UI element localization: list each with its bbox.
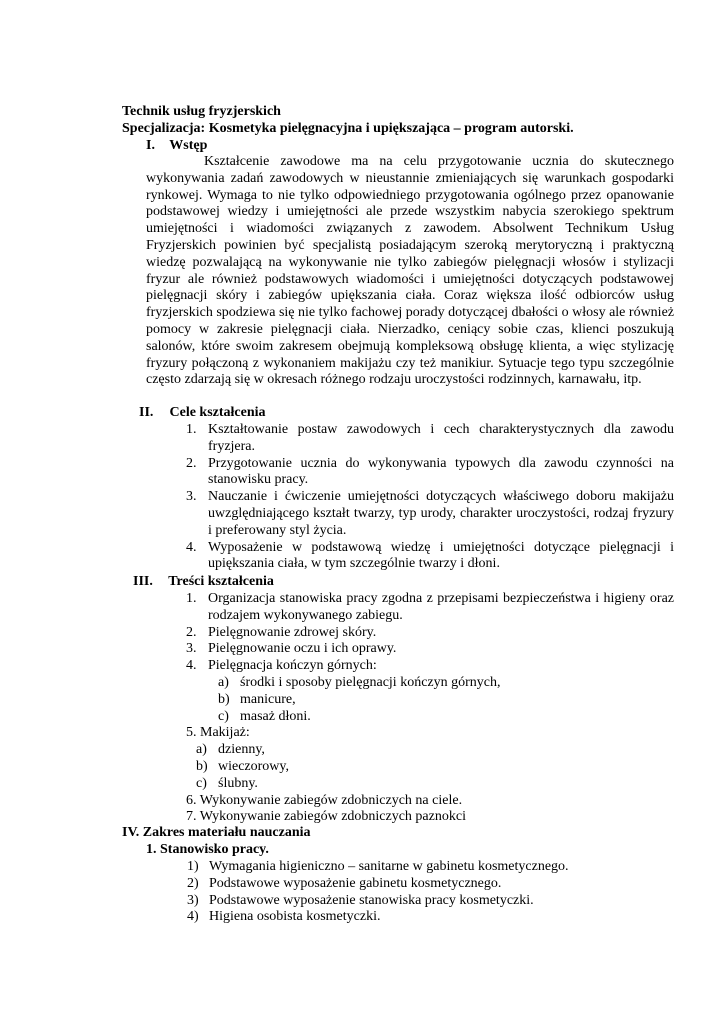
sub-list-letter: c): [196, 775, 207, 791]
section-4-subheading: 1. Stanowisko pracy.: [146, 842, 269, 857]
intro-paragraph: Kształcenie zawodowe ma na celu przygotowanie ucznia do skutecznego wykonywania zadań zawodowych w nieustannie zmieniających się warunkach gospodarki rynkowej. Wymaga to nie tylko odpowiedniego przygotowania ogólnego przez opanowanie podstawowej wiedzy i umiejętności ale przede wszystkim nabycia szerokiego spektrum umiejętności i wiadomości związanych z zawodem. Absolwent Technikum Usług Fryzjerskich powinien być specjalistą posiadającym szeroką merytoryczną i praktyczną wiedzę pozwalającą na wykonywanie nie tylko zabiegów pielęgnacji włosów i stylizacji fryzur ale również podstawowych wiadomości i umiejętności dotyczących podstawowej pielęgnacji skóry i zabiegów upiększania ciała. Coraz większa ilość odbiorców usług fryzjerskich spodziewa się nie tylko fachowej porady dotyczącej dbałości o włosy ale również pomocy w zakresie pielęgnacji ciała. Nierzadko, ceniący sobie czas, klienci poszukują salonów, które swoim zakresem obejmują kompleksową obsługę klienta, a więc stylizację fryzury połączoną z wykonaniem makijażu czy też manikiur. Sytuacje tego typu szczególnie często zdarzają się w okresach różnego rodzaju uroczystości rodzinnych, karnawału, itp.: [146, 154, 674, 388]
sub-list-text: manicure,: [240, 691, 296, 707]
list-item: [186, 625, 674, 642]
list-text: Kształtowanie postaw zawodowych i cech charakterystycznych dla zawodu fryzjera.: [208, 422, 674, 454]
sub-list-text: dzienny,: [218, 742, 265, 758]
section-3-title: Treści kształcenia: [168, 574, 274, 589]
list-text: Przygotowanie ucznia do wykonywania typowych dla zawodu czynności na stanowisku pracy.: [208, 455, 674, 488]
list-number: 1): [187, 859, 199, 874]
section-1-number: I.: [146, 138, 155, 153]
list-text: Pielęgnacja kończyn górnych:: [208, 658, 377, 674]
list-text: Organizacja stanowiska pracy zgodna z przepisami bezpieczeństwa i higieny oraz rodzajem wykonywanego zabiegu.: [208, 591, 674, 623]
list-item: [186, 641, 674, 658]
section-1-title: Wstęp: [169, 138, 208, 153]
sub-list-text: środki i sposoby pielęgnacji kończyn górnych,: [240, 674, 501, 690]
sub-list-letter: b): [196, 758, 208, 774]
list-number: 4.: [186, 658, 197, 674]
list-text: Pielęgnowanie oczu i ich oprawy.: [208, 641, 397, 657]
sub-list-letter: c): [218, 708, 229, 724]
list-item: [186, 658, 674, 725]
list-number: 1.: [186, 591, 197, 606]
sub-list-letter: b): [218, 691, 230, 707]
sub-list-text: wieczorowy,: [218, 758, 290, 774]
content-list: [186, 591, 674, 826]
section-3-heading: [133, 574, 274, 591]
list-text: Podstawowe wyposażenie stanowiska pracy kosmetyczki.: [209, 892, 534, 908]
list-text: Nauczanie i ćwiczenie umiejętności dotyczących właściwego doboru makijażu uwzględniającego kształt twarzy, typ urody, charakter uroczystości, rodzaj fryzury i preferowany styl życia.: [208, 489, 674, 538]
sub-list-item: [218, 675, 674, 692]
list-item: [186, 489, 674, 539]
list-number: 2.: [186, 624, 197, 640]
list-item: [186, 725, 674, 792]
section-2-heading: [139, 405, 266, 422]
list-item: [186, 540, 674, 574]
sub-list-text: masaż dłoni.: [240, 708, 311, 724]
section-4-heading: IV. Zakres materiału nauczania: [122, 825, 311, 840]
list-item: [187, 876, 667, 893]
sub-list-item: [196, 759, 674, 776]
list-number: 3.: [186, 489, 197, 505]
list-item: [186, 456, 674, 490]
list-text: 7. Wykonywanie zabiegów zdobniczych paznokci: [186, 809, 466, 825]
list-text: Higiena osobista kosmetyczki.: [209, 909, 381, 925]
list-text: Wymagania higieniczno – sanitarne w gabinetu kosmetycznego.: [209, 859, 569, 874]
list-text: Wyposażenie w podstawową wiedzę i umiejętności dotyczące pielęgnacji i upiększania ciała, w tym szczególnie twarzy i dłoni.: [208, 539, 674, 572]
sub-list: [218, 675, 674, 725]
section-2-title: Cele kształcenia: [169, 405, 266, 420]
list-text: Podstawowe wyposażenie gabinetu kosmetycznego.: [209, 875, 502, 891]
goals-list: [186, 422, 674, 573]
sub-list-item: [196, 776, 674, 793]
sub-list-letter: a): [196, 742, 207, 758]
sub-list-item: [218, 692, 674, 709]
list-text: 5. Makijaż:: [186, 725, 250, 741]
list-item: [186, 809, 674, 826]
list-item: [187, 893, 667, 910]
list-number: 2): [187, 875, 199, 891]
specialization-heading: Specjalizacja: Kosmetyka pielęgnacyjna i upiększająca – program autorski.: [122, 121, 574, 136]
list-item: [187, 909, 667, 926]
list-number: 4): [187, 909, 199, 925]
document-title: Technik usług fryzjerskich: [122, 104, 281, 119]
scope-list: [187, 859, 667, 926]
list-item: [186, 422, 674, 456]
list-item: [187, 859, 667, 876]
sub-list-item: [218, 709, 674, 726]
sub-list: [196, 742, 674, 792]
list-number: 1.: [186, 422, 197, 437]
sub-list-item: [196, 742, 674, 759]
sub-list-letter: a): [218, 674, 229, 690]
list-item: [186, 591, 674, 625]
sub-list-text: ślubny.: [218, 775, 258, 791]
list-number: 3.: [186, 641, 197, 657]
list-number: 4.: [186, 539, 197, 555]
section-2-number: II.: [139, 405, 154, 420]
list-text: 6. Wykonywanie zabiegów zdobniczych na ciele.: [186, 792, 463, 808]
list-number: 2.: [186, 455, 197, 471]
section-3-number: III.: [133, 574, 153, 589]
list-number: 3): [187, 892, 199, 908]
list-text: Pielęgnowanie zdrowej skóry.: [208, 624, 377, 640]
list-item: [186, 793, 674, 810]
section-1-heading: [146, 138, 207, 155]
